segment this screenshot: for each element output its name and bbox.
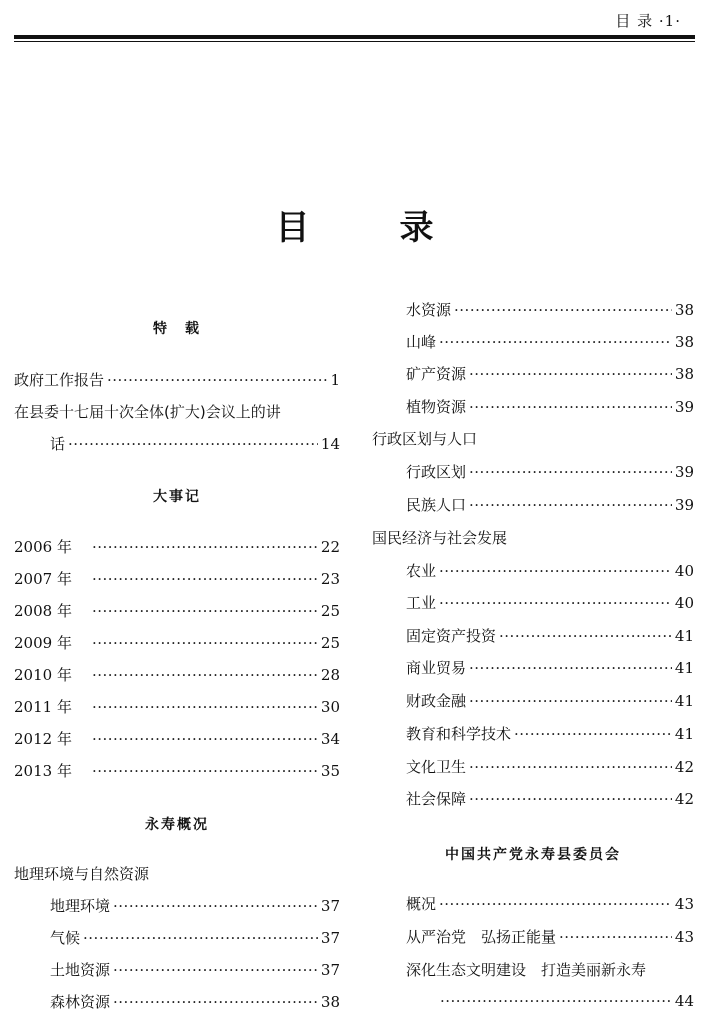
- toc-entry-page: 37: [320, 929, 340, 947]
- section-heading-dangwei: 中国共产党永寿县委员会: [445, 847, 621, 863]
- toc-entry-page: 44: [674, 992, 694, 1010]
- title-char-2: 录: [399, 208, 434, 248]
- toc-entry-page: 42: [674, 790, 694, 808]
- toc-entry-label: 山峰: [406, 333, 437, 351]
- toc-entry-page: 34: [320, 730, 340, 748]
- toc-entry-page: 43: [674, 928, 694, 946]
- toc-entry-label: 地理环境: [50, 897, 111, 915]
- toc-entry-page: 41: [674, 725, 694, 743]
- toc-entry-label: 社会保障: [406, 790, 467, 808]
- toc-entry-page: 25: [320, 634, 340, 652]
- toc-entry-page: 35: [320, 762, 340, 780]
- toc-entry-label: 2007 年: [14, 570, 72, 588]
- toc-entry[interactable]: [14, 727, 340, 751]
- category-heading: 行政区划与人口: [372, 430, 478, 448]
- toc-entry-label: 行政区划: [406, 463, 467, 481]
- toc-entry-label: 2011 年: [14, 698, 72, 716]
- category-heading: 地理环境与自然资源: [14, 865, 150, 883]
- toc-entry[interactable]: [14, 759, 340, 783]
- toc-entry[interactable]: [14, 368, 340, 392]
- toc-entry-page: 39: [674, 398, 694, 416]
- toc-entry-label: 工业: [406, 594, 437, 612]
- toc-entry-label: 固定资产投资: [406, 627, 497, 645]
- toc-entry-label: 财政金融: [406, 692, 467, 710]
- toc-entry[interactable]: [14, 567, 340, 591]
- toc-entry-page: 40: [674, 562, 694, 580]
- toc-entry-label: 植物资源: [406, 398, 467, 416]
- toc-entry-label: 矿产资源: [406, 365, 467, 383]
- toc-entry[interactable]: [406, 624, 694, 648]
- toc-entry-label: 2009 年: [14, 634, 72, 652]
- toc-entry-page: 22: [320, 538, 340, 556]
- toc-entry-label: 2006 年: [14, 538, 72, 556]
- header-rule-thin: [14, 41, 695, 42]
- toc-entry[interactable]: [406, 787, 694, 811]
- toc-entry[interactable]: [406, 722, 694, 746]
- section-heading-tezai: 特 载: [153, 321, 201, 337]
- toc-entry-page: 42: [674, 758, 694, 776]
- toc-entry-page: 28: [320, 666, 340, 684]
- toc-entry[interactable]: 在县委十七届十次全体(扩大)会议上的讲: [14, 403, 281, 421]
- toc-entry[interactable]: [406, 395, 694, 419]
- toc-entry-label: 2012 年: [14, 730, 72, 748]
- toc-entry[interactable]: [406, 460, 694, 484]
- toc-entry-label: 商业贸易: [406, 659, 467, 677]
- category-heading: 国民经济与社会发展: [372, 529, 508, 547]
- toc-entry[interactable]: [406, 362, 694, 386]
- toc-entry[interactable]: [14, 535, 340, 559]
- toc-entry-page: 38: [320, 993, 340, 1011]
- toc-entry-page: 43: [674, 895, 694, 913]
- toc-entry[interactable]: [440, 989, 694, 1013]
- toc-entry[interactable]: [406, 689, 694, 713]
- toc-entry[interactable]: [50, 894, 340, 918]
- toc-entry[interactable]: [406, 591, 694, 615]
- toc-entry[interactable]: [14, 695, 340, 719]
- toc-entry[interactable]: [14, 599, 340, 623]
- toc-entry-page: 37: [320, 961, 340, 979]
- toc-entry-label: 话: [50, 435, 66, 453]
- toc-entry-label: 2013 年: [14, 762, 72, 780]
- toc-entry-page: 41: [674, 659, 694, 677]
- toc-entry[interactable]: [406, 298, 694, 322]
- toc-entry[interactable]: [406, 755, 694, 779]
- toc-entry[interactable]: [50, 990, 340, 1014]
- toc-entry-label: 森林资源: [50, 993, 111, 1011]
- toc-entry-label: 政府工作报告: [14, 371, 105, 389]
- toc-entry[interactable]: [50, 926, 340, 950]
- toc-entry[interactable]: [50, 958, 340, 982]
- toc-entry-page: 38: [674, 333, 694, 351]
- toc-entry[interactable]: [406, 925, 694, 949]
- toc-entry-page: 14: [320, 435, 340, 453]
- section-heading-dashiji: 大事记: [153, 489, 201, 505]
- toc-entry-page: 25: [320, 602, 340, 620]
- title-char-1: 目: [275, 208, 310, 248]
- toc-entry-label: 文化卫生: [406, 758, 467, 776]
- toc-entry-page: 1: [330, 371, 340, 389]
- header-rule-thick: [14, 35, 695, 39]
- toc-entry-page: 40: [674, 594, 694, 612]
- toc-entry-page: 30: [320, 698, 340, 716]
- toc-entry-label: 土地资源: [50, 961, 111, 979]
- toc-entry[interactable]: [406, 656, 694, 680]
- toc-entry-page: 37: [320, 897, 340, 915]
- toc-entry-page: 38: [674, 301, 694, 319]
- toc-entry-label: 民族人口: [406, 496, 467, 514]
- toc-entry[interactable]: [406, 559, 694, 583]
- toc-entry-page: 39: [674, 463, 694, 481]
- toc-entry[interactable]: [14, 631, 340, 655]
- toc-entry[interactable]: [406, 892, 694, 916]
- toc-entry-page: 39: [674, 496, 694, 514]
- toc-entry-label: 水资源: [406, 301, 452, 319]
- toc-entry-label: 2008 年: [14, 602, 72, 620]
- toc-entry[interactable]: [14, 663, 340, 687]
- running-header: 目 录 ·1·: [615, 12, 681, 30]
- toc-entry[interactable]: [50, 432, 340, 456]
- toc-entry-label: 气候: [50, 929, 81, 947]
- toc-entry-label: 2010 年: [14, 666, 72, 684]
- toc-entry-label: 概况: [406, 895, 437, 913]
- toc-entry-label: 农业: [406, 562, 437, 580]
- toc-entry-page: 41: [674, 627, 694, 645]
- toc-entry-page: 38: [674, 365, 694, 383]
- toc-entry-page: 23: [320, 570, 340, 588]
- toc-entry-page: 41: [674, 692, 694, 710]
- section-heading-gaikuang: 永寿概况: [145, 817, 209, 833]
- toc-entry-label: 从严治党 弘扬正能量: [406, 928, 557, 946]
- toc-entry-label: 教育和科学技术: [406, 725, 512, 743]
- toc-entry[interactable]: [406, 330, 694, 354]
- toc-entry[interactable]: [406, 493, 694, 517]
- page-title: [0, 200, 709, 249]
- toc-entry[interactable]: 深化生态文明建设 打造美丽新永寿: [406, 961, 647, 979]
